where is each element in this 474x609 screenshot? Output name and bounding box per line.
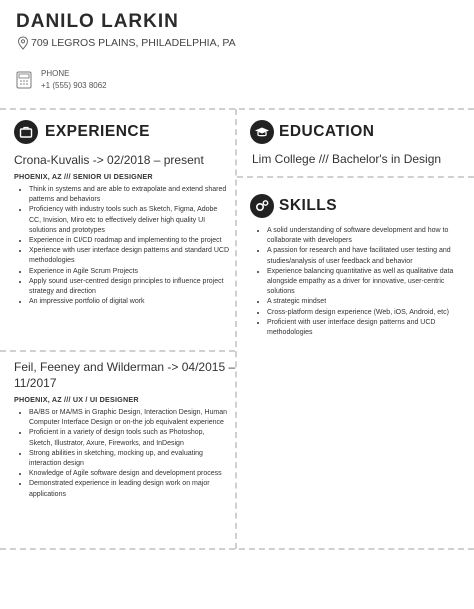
header-divider [0, 108, 474, 110]
job-2-subtitle: PHOENIX, AZ /// UX / UI DESIGNER [14, 395, 139, 404]
list-item: • Knowledge of Agile software design and development process [29, 469, 229, 479]
map-pin-icon [17, 36, 29, 50]
list-item: • BA/BS or MA/MS in Graphic Design, Interaction Design, Human Computer Interface Design or on-the job equivalent experience [29, 408, 229, 428]
column-divider [235, 109, 237, 549]
experience-title: EXPERIENCE [45, 123, 150, 140]
list-item: • A solid understanding of software development and how to collaborate with developers [267, 226, 473, 246]
list-item: • Proficiency with industry tools such as Sketch, Figma, Adobe CC, Invision, Miro etc to effectively deliver high quality UI solutions and prototypes [29, 205, 229, 236]
list-item: • Strong abilities in sketching, mocking up, and evaluating interaction design [29, 449, 229, 469]
phone-icon [15, 70, 33, 90]
list-item: • Proficient in a variety of design tools such as Photoshop, Sketch, Illustrator, Axure, Fireworks, and InDesign [29, 428, 229, 448]
job-1-title: Crona-Kuvalis -> 02/2018 – present [14, 153, 204, 167]
list-item: • Experience in CI/CD roadmap and implementing to the project [29, 236, 229, 246]
graduation-cap-icon [250, 120, 274, 144]
gears-icon [250, 194, 274, 218]
list-item: • Proficient with user interface design patterns and UCD methodologies [267, 318, 473, 338]
job-2-title-line-2: 11/2017 [14, 376, 57, 390]
education-title: EDUCATION [279, 123, 375, 140]
skills-title: SKILLS [279, 197, 338, 214]
list-item: • Cross-platform design experience (Web, iOS, Android, etc) [267, 308, 473, 318]
list-item: • A strategic mindset [267, 297, 473, 307]
job-2-bullets [18, 408, 229, 500]
phone-value: +1 (555) 903 8062 [41, 81, 107, 90]
job-1-bullets [18, 185, 229, 307]
list-item: • Apply sound user-centred design principles to influence project strategy and direction [29, 277, 229, 297]
briefcase-icon [14, 120, 38, 144]
skills-list [256, 226, 473, 338]
footer-divider [0, 548, 474, 550]
address: 709 LEGROS PLAINS, PHILADELPHIA, PA [31, 37, 236, 49]
phone-label: PHONE [41, 69, 70, 78]
list-item: • Experience balancing quantitative as well as qualitative data alongside empathy as a driver for innovative, user-centric solutions [267, 267, 473, 298]
list-item: • An impressive portfolio of digital work [29, 297, 229, 307]
list-item: • Experience in Agile Scrum Projects [29, 267, 229, 277]
job-divider [0, 350, 235, 352]
education-entry: Lim College /// Bachelor's in Design [252, 152, 442, 166]
list-item: • Demonstrated experience in leading design work on major applications [29, 479, 229, 499]
job-2-title-line-1: Feil, Feeney and Wilderman -> 04/2015 – [14, 360, 236, 374]
list-item: • Think in systems and are able to extrapolate and extend shared patterns and behaviors [29, 185, 229, 205]
list-item: • A passion for research and have facilitated user testing and studies/analysis of user feedback and behavior [267, 246, 473, 266]
list-item: • Xperience with user interface design patterns and standard UCD methodologies [29, 246, 229, 266]
job-1-subtitle: PHOENIX, AZ /// SENIOR UI DESIGNER [14, 172, 153, 181]
candidate-name: DANILO LARKIN [16, 11, 179, 32]
education-divider [237, 176, 474, 178]
